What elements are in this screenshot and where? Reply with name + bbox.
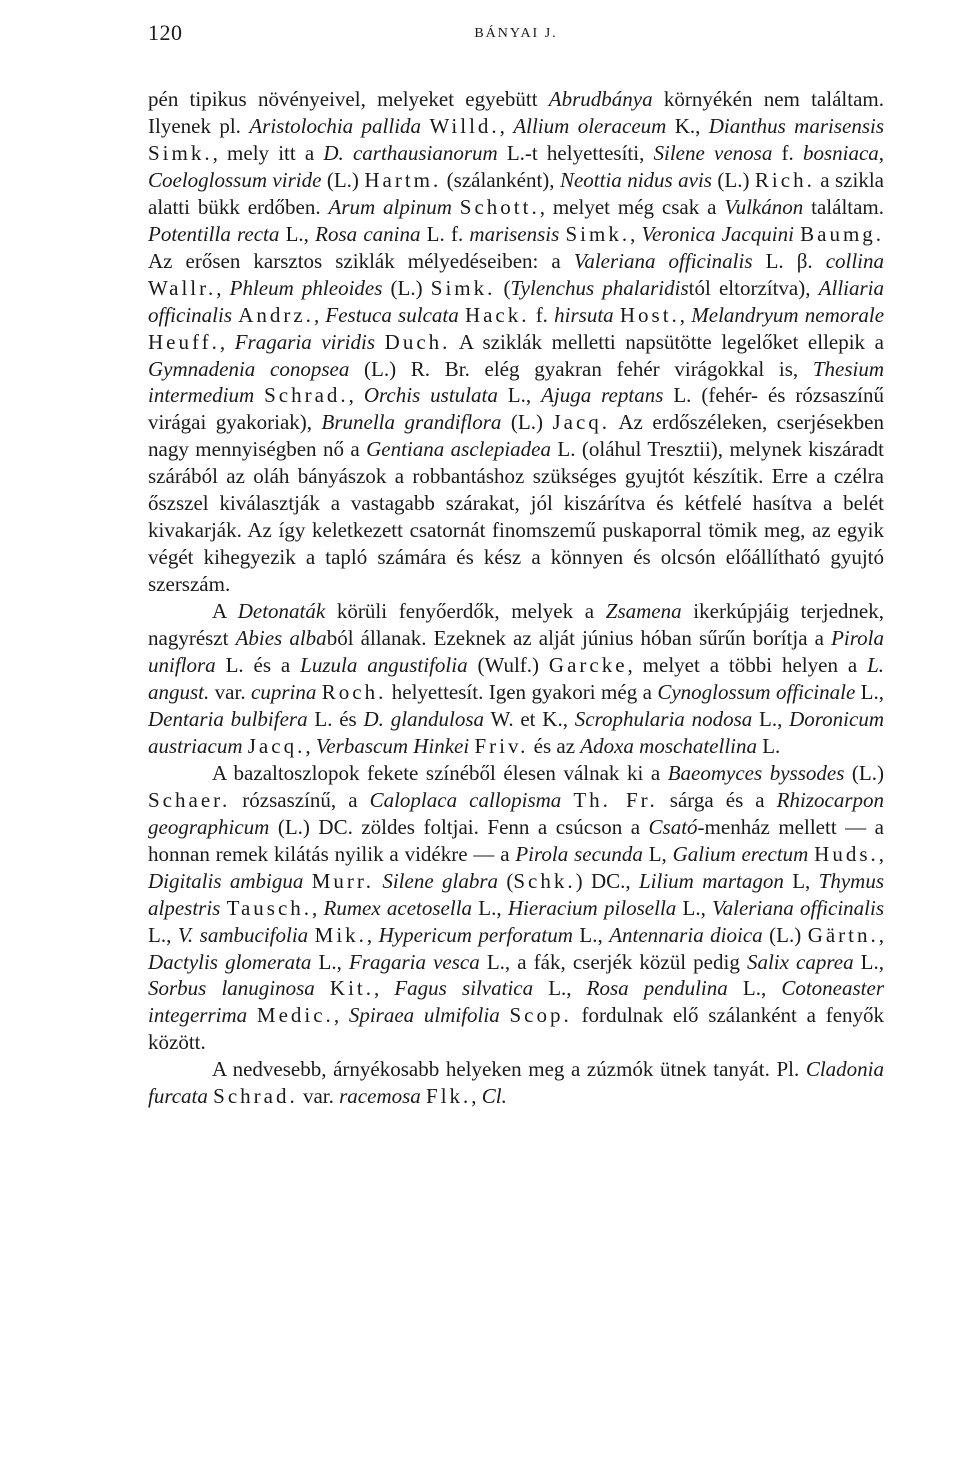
body-text — [148, 86, 884, 1110]
paragraph-3: A bazaltoszlopok fekete színéből élesen válnak ki a Baeomyces byssodes (L.) Schaer. rózsaszínű, a Caloplaca callopisma Th. Fr. sárga és a Rhizocarpon geographicum (L.) DC. zöldes foltjai. Fenn a csúcson a Csató-menház mellett — a honnan remek kilátás nyilik a vidékre — a Pirola secunda L, Galium erectum Huds., Digitalis ambigua Murr. Silene glabra (Schk.) DC., Lilium martagon L, Thymus alpestris Tausch., Rumex acetosella L., Hieracium pilosella L., Valeriana officinalis L., V. sambucifolia Mik., Hypericum perforatum L., Antennaria dioica (L.) Gärtn., Dactylis glomerata L., Fragaria vesca L., a fák, cserjék közül pedig Salix caprea L., Sorbus lanuginosa Kit., Fagus silvatica L., Rosa pendulina L., Cotoneaster integerrima Medic., Spiraea ulmifolia Scop. fordulnak elő szálanként a fenyők között. — [148, 760, 885, 1055]
paragraph-4: A nedvesebb, árnyékosabb helyeken meg a zúzmók ütnek tanyát. Pl. Cladonia furcata Schrad. var. racemosa Flk., Cl. — [148, 1057, 884, 1109]
running-head: BÁNYAI J. — [474, 26, 558, 41]
paragraph-1: pén tipikus növényeivel, melyeket egyebütt Abrudbánya környékén nem találtam. Ilyenek pl. Aristolochia pallida Willd., Allium oleraceum K., Dianthus marisensis Simk., mely itt a D. carthausianorum L.-t helyettesíti, Silene venosa f. bosniaca, Coeloglossum viride (L.) Hartm. (szálanként), Neottia nidus avis (L.) Rich. a szikla alatti bükk erdőben. Arum alpinum Schott., melyet még csak a Vulkánon találtam. Potentilla recta L., Rosa canina L. f. marisensis Simk., Veronica Jacquini Baumg. Az erősen karsztos sziklák mélyedéseiben: a Valeriana officinalis L. β. collina Wallr., Phleum phleoides (L.) Simk. (Tylenchus phalaridistól eltorzítva), Alliaria officinalis Andrz., Festuca sulcata Hack. f. hirsuta Host., Melandryum nemorale Heuff., Fragaria viridis Duch. A sziklák melletti napsütötte legelőket ellepik a Gymnadenia conopsea (L.) R. Br. elég gyakran fehér virágokkal is, Thesium intermedium Schrad., Orchis ustulata L., Ajuga reptans L. (fehér- és rózsaszínű virágai gyakoriak), Brunella grandiflora (L.) Jacq. Az erdőszéleken, cserjésekben nagy mennyiségben nő a Gentiana asclepiadea L. (oláhul Tresztii), melynek kiszáradt szárából az oláh bányászok a robbantáshoz szükséges gyujtót készítik. Erre a czélra őszszel kiválasztják a vastagabb szárakat, jól kiszárítva és kétfelé hasítva a belét kivakarják. Az így keletkezett csatornát finomszemű puskaporral tömik meg, az egyik végét kihegyezik a tapló számára és kész a könnyen és olcsón előállítható gyujtó szerszám. — [148, 87, 885, 597]
page-header — [148, 20, 884, 50]
paragraph-2: A Detonaták körüli fenyőerdők, melyek a Zsamena ikerkúpjáig terjednek, nagyrészt Abies albaból állanak. Ezeknek az alját június hóban sűrűn borítja a Pirola uniflora L. és a Luzula angustifolia (Wulf.) Garcke, melyet a többi helyen a L. angust. var. cuprina Roch. helyettesít. Igen gyakori még a Cynoglossum officinale L., Dentaria bulbifera L. és D. glandulosa W. et K., Scrophularia nodosa L., Doronicum austriacum Jacq., Verbascum Hinkei Friv. és az Adoxa moschatellina L. — [148, 599, 885, 758]
page-number: 120 — [148, 20, 183, 45]
